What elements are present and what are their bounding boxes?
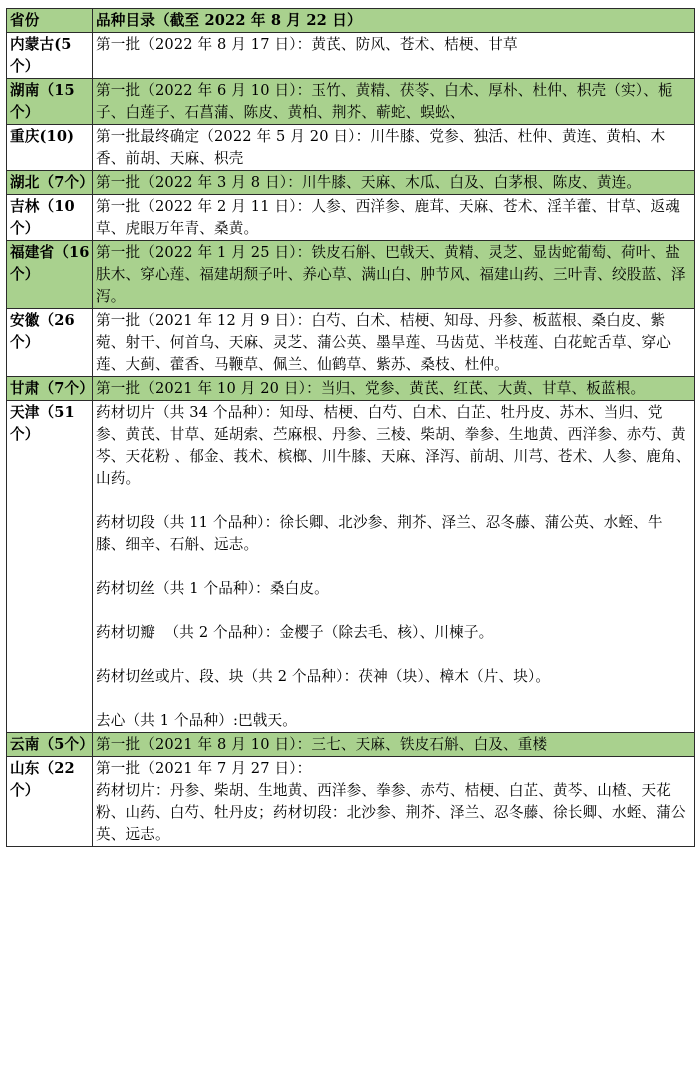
catalog-cell [93,33,695,79]
province-cell: 吉林（10个） [7,195,93,241]
catalog-cell [93,757,695,847]
catalog-paragraph: 第一批（2022 年 2 月 11 日）：人参、西洋参、鹿茸、天麻、苍术、淫羊藿、甘草、返魂草、虎眼万年青、桑黄。 [96,198,680,237]
catalog-cell [93,309,695,377]
catalog-paragraph: 药材切瓣 （共 2 个品种）：金樱子（除去毛、核）、川楝子。 [96,624,494,641]
table-row [7,171,695,195]
catalog-paragraph: 第一批（2021 年 8 月 10 日）：三七、天麻、铁皮石斛、白及、重楼 [96,736,548,753]
table-row [7,757,695,847]
catalog-table [6,8,695,847]
province-cell: 福建省（16个） [7,241,93,309]
table-row [7,733,695,757]
province-cell: 云南（5个） [7,733,93,757]
catalog-paragraph: 药材切片（共 34 个品种）：知母、桔梗、白芍、白术、白芷、牡丹皮、苏木、当归、党参、黄芪、甘草、延胡索、苎麻根、丹参、三棱、柴胡、拳参、生地黄、西洋参、赤芍、黄芩、天花粉 、郁金、莪术、槟榔、川牛膝、天麻、泽泻、前胡、川芎、苍术、人参、鹿角、山药。 [96,404,691,487]
catalog-paragraph: 第一批（2022 年 1 月 25 日）：铁皮石斛、巴戟天、黄精、灵芝、显齿蛇葡萄、荷叶、盐肤木、穿心莲、福建胡颓子叶、养心草、满山白、肿节风、福建山药、三叶青、绞股蓝、泽泻。 [96,244,686,305]
paragraph-spacer [96,600,692,622]
table-header-row [7,9,695,33]
catalog-paragraph: 第一批最终确定（2022 年 5 月 20 日）：川牛膝、党参、独活、杜仲、黄连、黄柏、木香、前胡、天麻、枳壳 [96,128,666,167]
catalog-cell [93,733,695,757]
paragraph-spacer [96,490,692,512]
catalog-paragraph: 药材切丝或片、段、块（共 2 个品种）：茯神（块）、樟木（片、块）。 [96,668,551,685]
table-row [7,195,695,241]
catalog-paragraph: 第一批（2022 年 8 月 17 日）：黄芪、防风、苍术、桔梗、甘草 [96,36,518,53]
province-cell: 湖南（15个） [7,79,93,125]
province-cell: 重庆(10) [7,125,93,171]
catalog-cell [93,79,695,125]
province-cell: 甘肃（7个） [7,377,93,401]
catalog-cell [93,125,695,171]
catalog-paragraph: 药材切丝（共 1 个品种）：桑白皮。 [96,580,329,597]
catalog-cell [93,195,695,241]
province-cell: 山东（22个） [7,757,93,847]
paragraph-spacer [96,556,692,578]
catalog-cell [93,171,695,195]
catalog-paragraph: 第一批（2021 年 10 月 20 日）：当归、党参、黄芪、红芪、大黄、甘草、板蓝根。 [96,380,646,397]
catalog-cell [93,401,695,733]
catalog-paragraph: 第一批（2022 年 6 月 10 日）：玉竹、黄精、茯苓、白术、厚朴、杜仲、枳壳（实）、栀子、白莲子、石菖蒲、陈皮、黄柏、荆芥、蕲蛇、蜈蚣、 [96,82,673,121]
catalog-cell [93,377,695,401]
table-row [7,241,695,309]
province-cell: 天津（51个） [7,401,93,733]
header-province: 省份 [7,9,93,33]
province-cell: 内蒙古(5个） [7,33,93,79]
table-row [7,79,695,125]
table-row [7,309,695,377]
catalog-cell [93,241,695,309]
catalog-paragraph: 第一批（2022 年 3 月 8 日）：川牛膝、天麻、木瓜、白及、白茅根、陈皮、黄连。 [96,174,642,191]
paragraph-spacer [96,688,692,710]
catalog-paragraph: 去心（共 1 个品种）:巴戟天。 [96,712,298,729]
table-row [7,125,695,171]
table-row [7,33,695,79]
province-cell: 安徽（26个） [7,309,93,377]
catalog-paragraph: 第一批（2021 年 12 月 9 日）：白芍、白术、桔梗、知母、丹参、板蓝根、桑白皮、紫菀、射干、何首乌、天麻、灵芝、蒲公英、墨旱莲、马齿苋、半枝莲、白花蛇舌草、穿心莲、大蓟、藿香、马鞭草、佩兰、仙鹤草、紫苏、桑枝、杜仲。 [96,312,672,373]
catalog-paragraph: 药材切片：丹参、柴胡、生地黄、西洋参、拳参、赤芍、桔梗、白芷、黄芩、山楂、天花粉、山药、白芍、牡丹皮；药材切段：北沙参、荆芥、泽兰、忍冬藤、徐长卿、水蛭、蒲公英、远志。 [96,782,686,843]
table-row [7,377,695,401]
catalog-paragraph: 第一批（2021 年 7 月 27 日）： [96,760,312,777]
header-catalog: 品种目录（截至 2022 年 8 月 22 日） [93,9,695,33]
catalog-paragraph: 药材切段（共 11 个品种）：徐长卿、北沙参、荆芥、泽兰、忍冬藤、蒲公英、水蛭、牛膝、细辛、石斛、远志。 [96,514,663,553]
paragraph-spacer [96,644,692,666]
province-cell: 湖北（7个） [7,171,93,195]
table-row [7,401,695,733]
